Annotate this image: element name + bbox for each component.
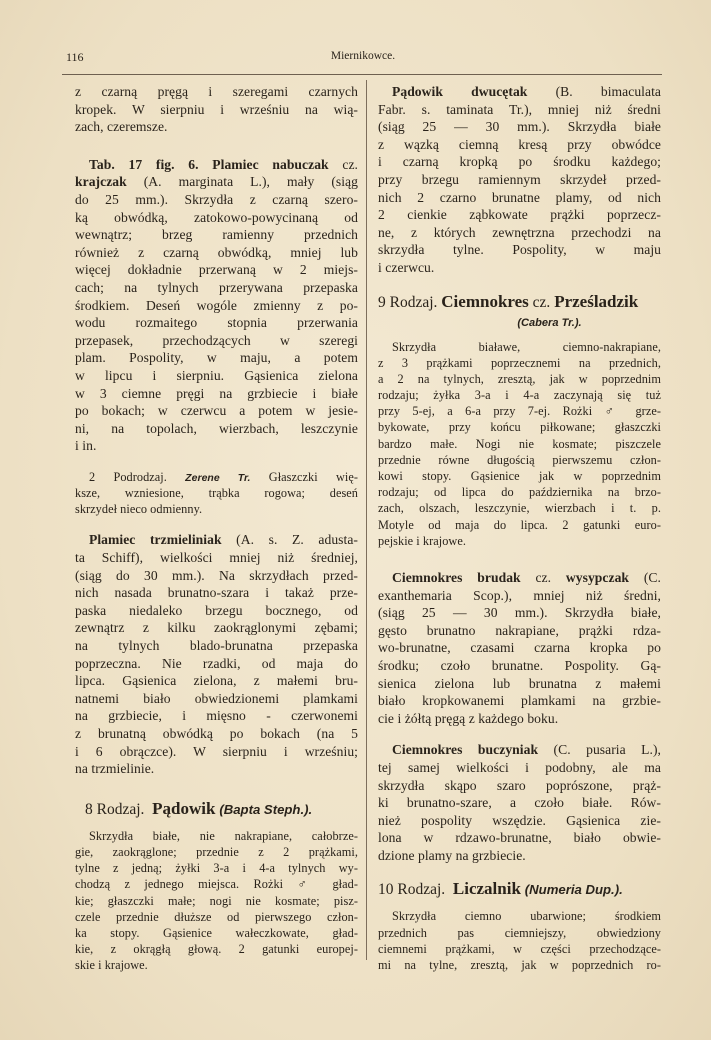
text-line: skrzydła skąpo szaro poprószone, prąż- (378, 777, 661, 793)
cz-abbrev: cz. (342, 156, 358, 172)
text-line: kie; głaszczki małe; nogi nie kosmate; pisz- (75, 893, 358, 908)
column-divider (366, 80, 367, 960)
text-line: i czerwcu. (378, 259, 435, 275)
genus-authority: (Cabera Tr.). (517, 316, 582, 329)
text-line: rodzaju; żyłka 3-a i 4-a zaczynają się tuż (378, 388, 661, 403)
text-line: biało kropkowanemi plamkami na grzbie- (378, 693, 661, 709)
species-entry-adustata (75, 531, 358, 777)
text-line: ne, z których zewnętrzna przechodzi na (378, 224, 661, 240)
text-line: tej samej wielkości i podobny, ale ma (378, 759, 661, 775)
genus-heading (75, 798, 358, 820)
cz-abbrev: cz. (532, 293, 551, 311)
text-line: (siąg do 30 mm.). Na skrzydłach przed- (75, 567, 358, 583)
text-line: środku; czoło brunatne. Pospolity. Gą- (378, 657, 661, 673)
text-fragment: (C. (643, 569, 662, 585)
text-line: Fabr. s. taminata Tr.), mniej niż średni (378, 101, 661, 117)
text-line: po bokach; w czerwcu a potem w jesie- (75, 403, 358, 419)
subgenus-prefix: 2 Podrodzaj. (89, 469, 167, 484)
text-line: poprzeczna. Nie rzadki, od maja do (75, 655, 358, 671)
text-line: pejskie i krajowe. (378, 533, 466, 548)
plate-reference: Tab. 17 fig. 6. (89, 156, 199, 172)
genus-heading-8 (75, 798, 358, 820)
text-line: Skrzydła białe, nie nakrapiane, całobrze- (89, 828, 358, 843)
text-line: i in. (75, 438, 97, 454)
text-line: gęsto brunatno nakrapiane, prążki rdza- (378, 622, 661, 638)
genus-authority: (Numeria Dup.). (524, 882, 623, 898)
text-line: przednie równe długością pierwszemu człon- (378, 452, 661, 467)
text-line: ni, na topolach, wierzbach, leszczynie (75, 420, 358, 436)
text-line (75, 173, 358, 191)
text-line: przepasek, przechodzących w szeregi (75, 332, 358, 348)
text-line: ciemnemi prążkami, w części przechodzące- (378, 941, 661, 956)
text-line: przy brzegu ramiennym skrzydeł przed- (378, 171, 661, 187)
text-line: paska niedaleko brzegu bocznego, od (75, 602, 358, 618)
text-line: cie i żółtą pręgą z każdego boku. (378, 710, 559, 726)
text-line: lona w rdzawo-brunatne, biało obwie- (378, 830, 661, 846)
species-entry-exanthemaria (378, 569, 661, 727)
text-line: nich nasada brunatno-szara i takaż prze- (75, 585, 358, 601)
text-line: nich 2 czarno brunatne plamy, od nich (378, 189, 661, 205)
text-line: mi na tylne, zresztą, jak w poprzednich ro- (378, 958, 661, 973)
species-name: Ciemnokres buczyniak (392, 742, 539, 758)
text-line (378, 741, 661, 759)
page-number: 116 (66, 50, 84, 64)
left-column (75, 83, 358, 973)
text-line: ką obwódką, zatokowo-powycinaną od (75, 209, 358, 225)
subgenus-zerene (75, 469, 358, 518)
text-line: plam. Pospolity, w maju, a potem (75, 350, 358, 366)
right-column (378, 83, 661, 973)
text-line: z wązką ciemną kresą przy obwódce (378, 136, 661, 152)
genus-alt-name: Prześladzik (554, 291, 639, 311)
text-fragment: (A. s. Z. adusta- (236, 532, 359, 548)
text-line: skie i krajowe. (75, 958, 148, 973)
text-line: bardzo małe. Nogi nie kosmate; piszczele (378, 436, 661, 451)
text-line: gie, zaokrąglone; przednie z 2 prążkami, (75, 844, 358, 859)
text-line: również z czarną obwódką, mniej lub (75, 244, 358, 260)
text-line: a 2 na tylnych, zresztą, jak w poprzednim (378, 371, 661, 386)
text-line: kie, z okrągłą głową. 2 gatunki europej- (75, 942, 358, 957)
text-line: kowi stopy. Gąsienice jak w poprzednim (378, 469, 661, 484)
species-name: Pądowik dwucętak (392, 84, 528, 99)
text-line: cach; na tylnych przerywana przepaska (75, 279, 358, 295)
genus-name: Liczalnik (452, 879, 521, 899)
running-title: Miernikowce. (330, 50, 396, 62)
genus-heading (378, 878, 661, 900)
text-fragment: (A. marginata L.), mały (siąg (143, 174, 358, 190)
species-entry-pusaria (378, 741, 661, 864)
text-line: z czarną pręgą i szeregami czarnych (75, 84, 358, 99)
genus-authority: (Bapta Steph.). (219, 801, 313, 817)
text-fragment: Głaszczki wię- (268, 469, 359, 484)
text-line: dzione plamy na grzbiecie. (378, 847, 526, 863)
page-header (62, 50, 664, 66)
genus-number: 10 Rodzaj. (378, 881, 446, 899)
text-line: wewnątrz; brzeg ramienny przednich (75, 227, 358, 243)
continuation-paragraph (75, 83, 358, 136)
text-line: ka stopy. Gąsienice wałeczkowate, gład- (75, 925, 358, 940)
genus-heading-10 (378, 878, 661, 900)
text-line: (siąg 25 — 30 mm.). Skrzydła białe (378, 119, 661, 135)
subgenus-name: Zerene Tr. (185, 472, 251, 484)
text-line: 2 cienkie ząbkowate prążki poprzecz- (378, 207, 661, 223)
text-fragment: (B. bimaculata (555, 84, 661, 99)
genus-number: 9 Rodzaj. (378, 293, 438, 311)
genus-number: 8 Rodzaj. (85, 800, 145, 818)
species-alt-name: wysypczak (565, 569, 630, 585)
text-line: nież pospolity wszędzie. Gąsienica zie- (378, 812, 661, 828)
text-line: na trzmielinie. (75, 761, 155, 777)
text-line: przednich pas ciemniejszy, obwiedziony (378, 925, 661, 940)
species-entry-marginata (75, 156, 358, 455)
genus-name: Ciemnokres (441, 291, 529, 311)
text-line: ki brunatno-szare, a czoło białe. Rów- (378, 795, 661, 811)
text-line: z 3 prążkami poprzecznemi na przednich, (378, 355, 661, 370)
text-line: w lipcu i sierpniu. Gąsienica zielona (75, 367, 358, 383)
text-line: natnemi biało obwiedzionemi plamkami (75, 690, 358, 706)
text-line: exanthemaria Scop.), mniej niż średni, (378, 587, 661, 603)
entry-heading-line (75, 156, 358, 174)
text-line: ta Schiff), wielkości mniej niż średniej, (75, 550, 358, 566)
text-line: w 3 ciemne pręgi na grzbiecie i białe (75, 385, 358, 401)
header-rule (62, 74, 662, 75)
text-line: skrzydeł nieco odmienny. (75, 502, 203, 517)
text-line (378, 569, 661, 587)
text-line: tylne z jedną; żyłki 3-a i 4-a tylnych wy- (75, 861, 358, 876)
genus-10-description (378, 908, 661, 973)
cz-abbrev: cz. (535, 569, 552, 585)
text-line (378, 83, 661, 101)
text-line: bykowate, przy końcu piłkowane; głaszczki (378, 420, 661, 435)
text-line (75, 531, 358, 549)
species-name: Ciemnokres brudak (392, 569, 521, 585)
text-line: wo-brunatne, czasami czarna kropka po (378, 640, 661, 656)
text-line: Skrzydła białawe, ciemno-nakrapiane, (392, 339, 661, 354)
text-line: kropek. W sierpniu i wrześniu na wią- (75, 101, 358, 117)
text-line (75, 469, 358, 485)
genus-authority-line (378, 313, 661, 331)
text-line: (siąg 25 — 30 mm.). Skrzydła białe, (378, 605, 661, 621)
text-fragment: (C. pusaria L.), (553, 742, 661, 758)
text-line: więcej dokładnie przerwaną w 2 miejs- (75, 262, 358, 278)
genus-heading (378, 291, 661, 313)
genus-8-description (75, 828, 358, 974)
text-line: zach, czeremsze. (75, 119, 168, 135)
text-line: sienica zielona lub brunatna z małemi (378, 675, 661, 691)
genus-name: Pądowik (152, 798, 216, 818)
text-line: Skrzydła ciemno ubarwione; środkiem (392, 909, 661, 924)
text-line: czele przednie dłuższe od pierwszego człon- (75, 909, 358, 924)
text-line: Motyle od maja do lipca. 2 gatunki euro- (378, 517, 661, 532)
genus-9-description (378, 339, 661, 549)
genus-heading-9 (378, 291, 661, 331)
text-line: i 6 obrączce). W sierpniu i wrześniu; (75, 743, 358, 759)
text-line: na tylnych blado-brunatna przepaska (75, 638, 358, 653)
text-line: środkiem. Deseń wogóle zmienny z po- (75, 297, 358, 313)
text-line: skrzydła tylne. Pospolity, w maju (378, 242, 661, 258)
species-alt-name: krajczak (75, 174, 127, 190)
text-line: i czarną kropką po środku każdego; (378, 154, 661, 170)
species-name: Plamiec nabuczak (212, 156, 329, 172)
text-line: wodu rozmaitego stopnia przerwania (75, 315, 358, 331)
species-name: Plamiec trzmieliniak (89, 532, 222, 548)
text-line: ksze, wzniesione, trąbka rogowa; deseń (75, 486, 358, 501)
text-line: zewnątrz z kilku zaokrąglonymi zębami; (75, 620, 358, 636)
text-line: na grzbiecie, i mięsno - czerwonemi (75, 708, 358, 724)
text-line: chodzą z jednego miejsca. Rożki ♂ gład- (75, 877, 358, 892)
text-line: do 25 mm.). Skrzydła z czarną szero- (75, 191, 358, 207)
text-line: z brunatną obwódką po bokach (na 5 (75, 725, 358, 741)
text-line: zach, olszach, leszczynie, wierzbach i t. p. (378, 501, 661, 516)
species-entry-bimaculata (378, 83, 661, 277)
text-line: rodzaju; od lipca do października na brzo- (378, 485, 661, 500)
text-line: przy 5-ej, a 6-a przy 7-ej. Rożki ♂ grze- (378, 404, 661, 419)
text-line: lipca. Gąsienica zielona, z małemi bru- (75, 673, 358, 689)
